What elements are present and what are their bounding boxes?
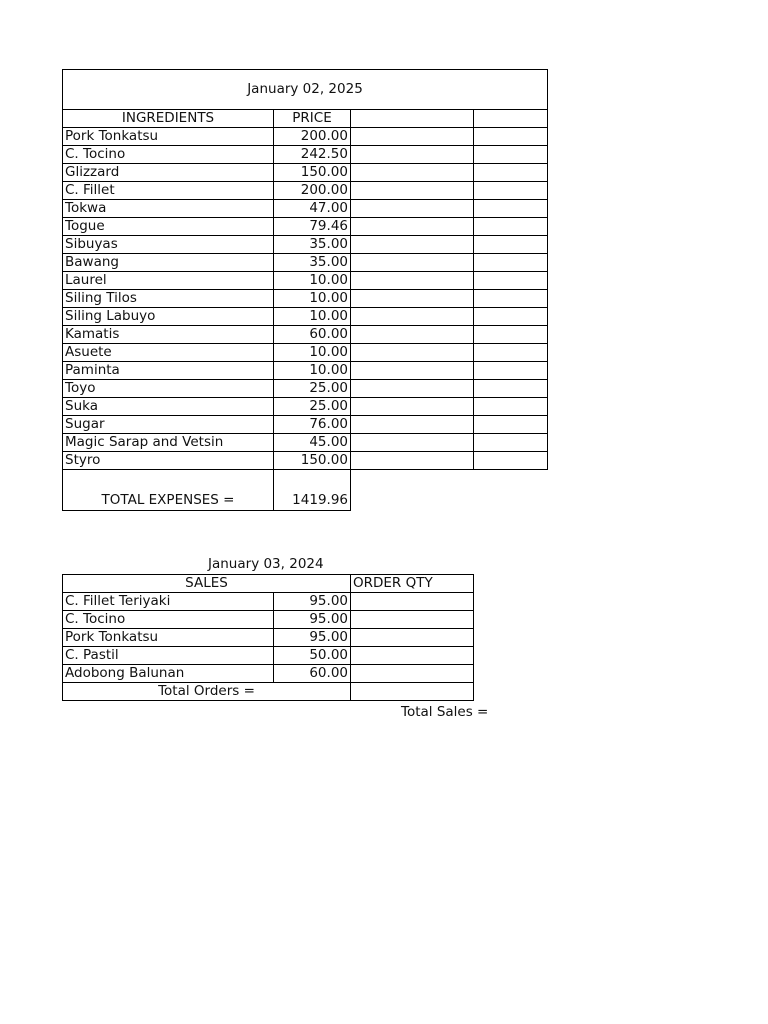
sales-item-cell[interactable]: Pork Tonkatsu [63,629,274,647]
table-row [63,290,548,308]
empty-cell[interactable] [474,308,548,326]
empty-cell[interactable] [474,362,548,380]
price-cell[interactable]: 60.00 [274,326,351,344]
ingredient-cell[interactable]: C. Tocino [63,146,274,164]
empty-cell[interactable] [351,362,474,380]
table-row [63,182,548,200]
total-sales-label: Total Sales = [401,704,489,720]
ingredient-cell[interactable]: Pork Tonkatsu [63,128,274,146]
empty-cell[interactable] [474,200,548,218]
empty-cell[interactable] [351,308,474,326]
empty-cell[interactable] [351,380,474,398]
ingredient-cell[interactable]: Asuete [63,344,274,362]
sales-item-cell[interactable]: Adobong Balunan [63,665,274,683]
price-cell[interactable]: 10.00 [274,344,351,362]
ingredient-cell[interactable]: Paminta [63,362,274,380]
price-cell[interactable]: 10.00 [274,362,351,380]
empty-cell[interactable] [474,146,548,164]
ingredient-cell[interactable]: Tokwa [63,200,274,218]
order-qty-cell[interactable] [351,629,474,647]
price-cell[interactable]: 200.00 [274,128,351,146]
table-row [63,380,548,398]
empty-cell[interactable] [351,128,474,146]
expenses-table [62,69,548,511]
price-cell[interactable]: 79.46 [274,218,351,236]
price-cell[interactable]: 25.00 [274,380,351,398]
price-cell[interactable]: 76.00 [274,416,351,434]
table-row [63,611,474,629]
empty-cell[interactable] [351,236,474,254]
table-row [63,236,548,254]
ingredient-cell[interactable]: Laurel [63,272,274,290]
empty-cell[interactable] [351,272,474,290]
sales-price-cell[interactable]: 95.00 [274,593,351,611]
blank-cell [351,470,474,511]
empty-cell[interactable] [351,218,474,236]
ingredient-cell[interactable]: Suka [63,398,274,416]
price-cell[interactable]: 10.00 [274,290,351,308]
total-expenses-value[interactable]: 1419.96 [274,470,351,511]
empty-cell[interactable] [351,434,474,452]
sales-price-cell[interactable]: 95.00 [274,629,351,647]
total-expenses-label[interactable]: TOTAL EXPENSES = [63,470,274,511]
table-row [63,398,548,416]
table-row [63,416,548,434]
empty-cell[interactable] [474,272,548,290]
ingredient-cell[interactable]: Siling Labuyo [63,308,274,326]
total-orders-cell[interactable] [351,683,474,701]
table-row [63,647,474,665]
empty-cell[interactable] [351,416,474,434]
empty-cell[interactable] [474,344,548,362]
ingredient-cell[interactable]: Toyo [63,380,274,398]
ingredient-cell[interactable]: Togue [63,218,274,236]
table-row [63,218,548,236]
order-qty-cell[interactable] [351,665,474,683]
empty-header-cell[interactable] [351,110,474,128]
ingredient-cell[interactable]: Glizzard [63,164,274,182]
table-row [63,434,548,452]
empty-cell[interactable] [351,200,474,218]
empty-cell[interactable] [474,182,548,200]
table-row [63,452,548,470]
blank-cell [474,470,548,511]
order-qty-cell[interactable] [351,611,474,629]
table-row [63,344,548,362]
ingredient-cell[interactable]: Magic Sarap and Vetsin [63,434,274,452]
table-row [63,629,474,647]
sales-table [62,574,474,701]
ingredients-header[interactable]: INGREDIENTS [63,110,274,128]
sales-price-cell[interactable]: 60.00 [274,665,351,683]
price-cell[interactable]: 242.50 [274,146,351,164]
empty-cell[interactable] [351,290,474,308]
price-cell[interactable]: 25.00 [274,398,351,416]
empty-cell[interactable] [351,452,474,470]
order-qty-cell[interactable] [351,593,474,611]
expenses-date-row [63,70,548,110]
empty-cell[interactable] [474,434,548,452]
sales-item-cell[interactable]: C. Pastil [63,647,274,665]
table-row [63,146,548,164]
sales-price-cell[interactable]: 95.00 [274,611,351,629]
empty-cell[interactable] [474,128,548,146]
empty-cell[interactable] [351,146,474,164]
empty-cell[interactable] [351,398,474,416]
table-row [63,308,548,326]
ingredient-cell[interactable]: Sibuyas [63,236,274,254]
expenses-date[interactable]: January 02, 2025 [63,70,548,110]
price-cell[interactable]: 150.00 [274,164,351,182]
empty-cell[interactable] [351,182,474,200]
empty-cell[interactable] [351,344,474,362]
table-row [63,164,548,182]
table-row [63,254,548,272]
price-cell[interactable]: 150.00 [274,452,351,470]
ingredient-cell[interactable]: Styro [63,452,274,470]
ingredient-cell[interactable]: Kamatis [63,326,274,344]
total-expenses-row [63,470,548,511]
table-row [63,326,548,344]
empty-cell[interactable] [474,380,548,398]
sales-header-row [63,575,474,593]
empty-cell[interactable] [474,326,548,344]
empty-cell[interactable] [474,218,548,236]
expenses-header-row [63,110,548,128]
ingredient-cell[interactable]: Bawang [63,254,274,272]
order-qty-cell[interactable] [351,647,474,665]
price-cell[interactable]: 47.00 [274,200,351,218]
empty-header-cell[interactable] [474,110,548,128]
sales-item-cell[interactable]: C. Tocino [63,611,274,629]
table-row [63,128,548,146]
price-cell[interactable]: 200.00 [274,182,351,200]
price-cell[interactable]: 10.00 [274,272,351,290]
price-cell[interactable]: 45.00 [274,434,351,452]
sales-price-cell[interactable]: 50.00 [274,647,351,665]
ingredient-cell[interactable]: Sugar [63,416,274,434]
total-orders-row [63,683,474,701]
ingredient-cell[interactable]: Siling Tilos [63,290,274,308]
price-cell[interactable]: 10.00 [274,308,351,326]
sales-date: January 03, 2024 [208,556,324,572]
price-cell[interactable]: 35.00 [274,254,351,272]
price-cell[interactable]: 35.00 [274,236,351,254]
table-row [63,272,548,290]
empty-cell[interactable] [474,236,548,254]
empty-cell[interactable] [351,164,474,182]
table-row [63,362,548,380]
empty-cell[interactable] [474,398,548,416]
sales-item-cell[interactable]: C. Fillet Teriyaki [63,593,274,611]
table-row [63,200,548,218]
table-row [63,665,474,683]
order-qty-header[interactable]: ORDER QTY [351,575,474,593]
empty-cell[interactable] [474,254,548,272]
table-row [63,593,474,611]
total-orders-label[interactable]: Total Orders = [63,683,351,701]
price-header[interactable]: PRICE [274,110,351,128]
sales-header[interactable]: SALES [63,575,351,593]
empty-cell[interactable] [474,164,548,182]
empty-cell[interactable] [351,254,474,272]
empty-cell[interactable] [474,290,548,308]
empty-cell[interactable] [474,416,548,434]
empty-cell[interactable] [474,452,548,470]
empty-cell[interactable] [351,326,474,344]
ingredient-cell[interactable]: C. Fillet [63,182,274,200]
